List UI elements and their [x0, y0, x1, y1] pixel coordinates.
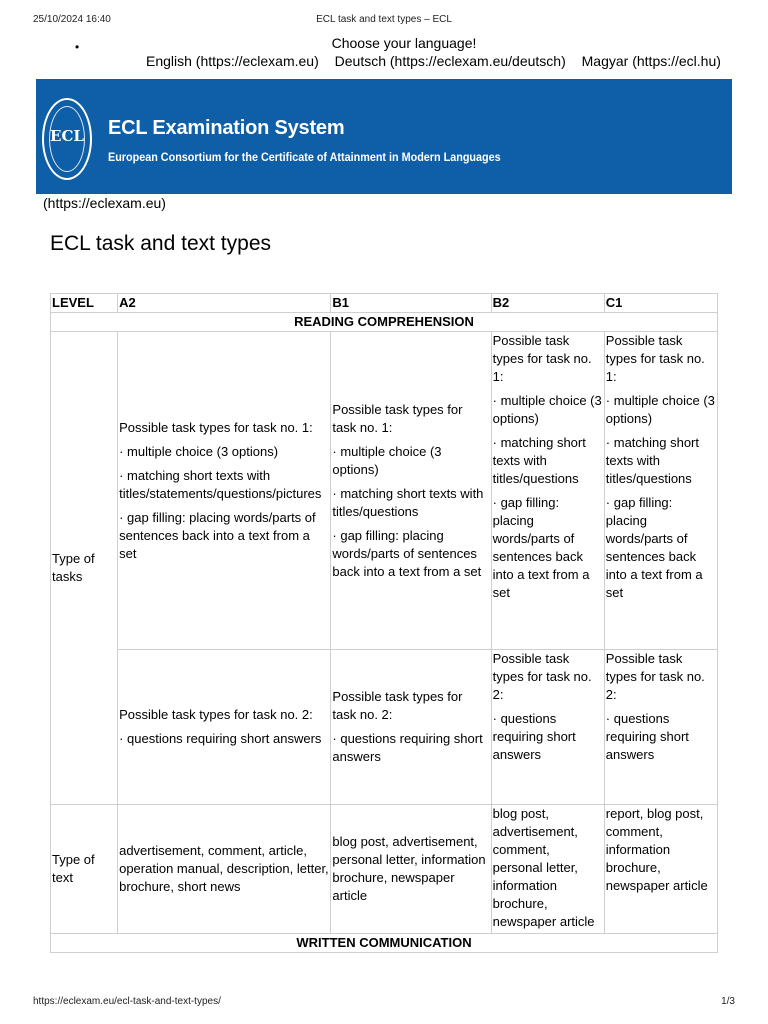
- page-title: ECL task and text types: [50, 232, 272, 255]
- text-types-a2: advertisement, comment, article, operation manual, description, letter, brochure, short news: [118, 805, 331, 934]
- cell-line: · gap filling: placing words/parts of sentences back into a text from a set: [119, 509, 316, 561]
- cell-line: · matching short texts with titles/questions: [332, 485, 484, 519]
- ecl-banner[interactable]: [36, 79, 732, 194]
- cell-line: · questions requiring short answers: [605, 711, 689, 762]
- cell-line: · matching short texts with titles/statements/questions/pictures: [119, 467, 322, 501]
- header-b2: B2: [491, 294, 604, 313]
- cell-line: Possible task types for task no. 2:: [332, 689, 463, 722]
- task2-a2: [118, 650, 331, 805]
- ecl-seal-text: ECL: [50, 127, 84, 145]
- section-reading-comprehension: READING COMPREHENSION: [51, 313, 718, 332]
- cell-line: · multiple choice (3 options): [119, 443, 279, 459]
- cell-line: · multiple choice (3 options): [605, 393, 715, 426]
- print-footer-url: https://eclexam.eu/ecl-task-and-text-types/: [33, 996, 221, 1007]
- print-page-title: ECL task and text types – ECL: [316, 14, 452, 25]
- cell-line: · matching short texts with titles/questions: [492, 435, 586, 486]
- header-a2: A2: [118, 294, 331, 313]
- cell-line: Possible task types for task no. 2:: [492, 651, 592, 702]
- section-row-written: [51, 934, 718, 953]
- language-link-english[interactable]: English (https://eclexam.eu): [146, 53, 319, 69]
- cell-line: · gap filling: placing words/parts of sentences back into a text from a set: [332, 527, 482, 579]
- print-datetime: 25/10/2024 16:40: [33, 14, 111, 25]
- type-of-tasks-label: Type of tasks: [51, 332, 118, 805]
- home-link[interactable]: (https://eclexam.eu): [43, 195, 166, 211]
- cell-line: · gap filling: placing words/parts of sentences back into a text from a set: [605, 495, 703, 600]
- task1-b2: [491, 332, 604, 650]
- cell-line: · multiple choice (3 options): [332, 443, 442, 477]
- section-written-communication: WRITTEN COMMUNICATION: [51, 934, 718, 953]
- table-header-row: [51, 294, 718, 313]
- section-row-reading: [51, 313, 718, 332]
- header-b1: B1: [331, 294, 491, 313]
- text-types-b1: blog post, advertisement, personal letter, information brochure, newspaper article: [331, 805, 491, 934]
- ecl-seal-logo: [42, 98, 92, 180]
- cell-line: · matching short texts with titles/questions: [605, 435, 699, 486]
- task-types-table: [50, 293, 718, 953]
- table-row: [51, 332, 718, 650]
- text-types-b2: blog post, advertisement, comment, personal letter, information brochure, newspaper article: [491, 805, 604, 934]
- task2-b2: [491, 650, 604, 805]
- language-prompt: Choose your language!: [331, 35, 477, 51]
- task2-b1: [331, 650, 491, 805]
- type-of-text-label: Type of text: [51, 805, 118, 934]
- cell-line: Possible task types for task no. 1:: [492, 333, 592, 384]
- task1-a2: [118, 332, 331, 650]
- banner-subtitle: European Consortium for the Certificate of Attainment in Modern Languages: [108, 150, 501, 164]
- header-level: LEVEL: [51, 294, 118, 313]
- language-link-magyar[interactable]: Magyar (https://ecl.hu): [581, 53, 721, 69]
- cell-line: · questions requiring short answers: [119, 731, 322, 746]
- cell-line: Possible task types for task no. 2:: [605, 651, 705, 702]
- cell-line: · gap filling: placing words/parts of sentences back into a text from a set: [492, 495, 590, 600]
- table-row: [51, 805, 718, 934]
- task2-c1: [604, 650, 717, 805]
- cell-line: · questions requiring short answers: [332, 731, 483, 764]
- banner-title: ECL Examination System: [108, 117, 345, 139]
- print-header: [33, 14, 735, 28]
- cell-line: · multiple choice (3 options): [492, 393, 602, 426]
- task1-b1: [331, 332, 491, 650]
- table-row: [51, 650, 718, 805]
- cell-line: Possible task types for task no. 2:: [119, 707, 313, 722]
- task1-c1: [604, 332, 717, 650]
- cell-line: Possible task types for task no. 1:: [605, 333, 705, 384]
- cell-line: Possible task types for task no. 1:: [119, 419, 313, 435]
- text-types-c1: report, blog post, comment, information brochure, newspaper article: [604, 805, 717, 934]
- print-page-number: 1/3: [721, 996, 735, 1007]
- cell-line: · questions requiring short answers: [492, 711, 576, 762]
- language-links: [146, 53, 733, 69]
- language-link-deutsch[interactable]: Deutsch (https://eclexam.eu/deutsch): [334, 53, 566, 69]
- header-c1: C1: [604, 294, 717, 313]
- cell-line: Possible task types for task no. 1:: [332, 401, 463, 435]
- language-bullet: •: [75, 40, 80, 54]
